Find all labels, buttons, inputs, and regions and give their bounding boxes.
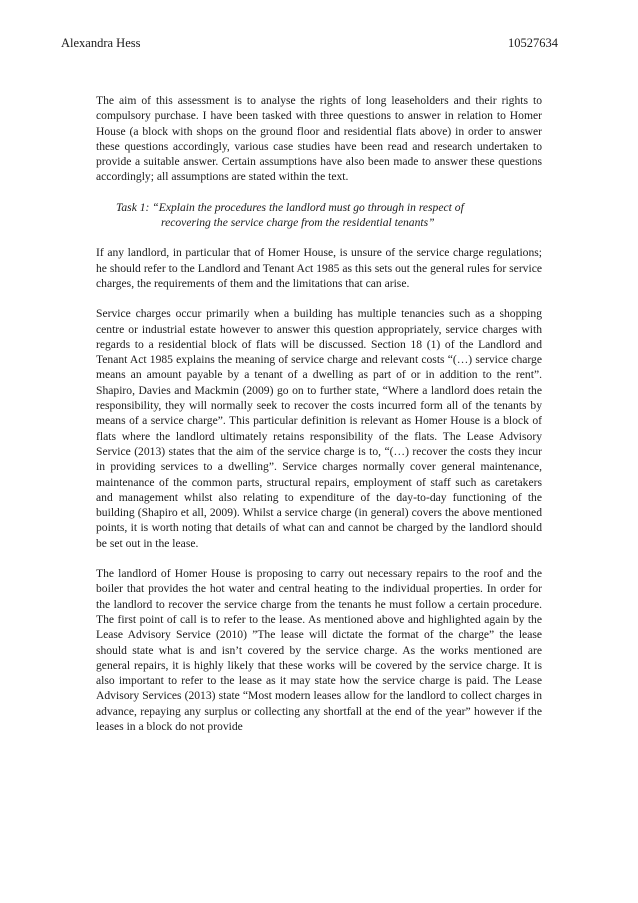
task-heading-line2: recovering the service charge from the residential tenants” <box>161 216 435 230</box>
task-heading-line1: Task 1: “Explain the procedures the landlord must go through in respect of <box>116 200 464 214</box>
student-id: 10527634 <box>508 36 558 50</box>
body-paragraph: If any landlord, in particular that of Homer House, is unsure of the service charge regulations; he should refer to the Landlord and Tenant Act 1985 as this sets out the general rules for service charges, the requirements of them and the limitations that can arise. <box>96 246 542 290</box>
document-body <box>96 93 542 749</box>
author-name: Alexandra Hess <box>61 36 141 50</box>
intro-paragraph: The aim of this assessment is to analyse the rights of long leaseholders and their rights to compulsory purchase. I have been tasked with three questions to answer in relation to Homer House (a block with shops on the ground floor and residential flats above) in order to answer these questions accordingly, various case studies have been read and research undertaken to provide a suitable answer. Certain assumptions have also been made to answer these questions accordingly; all assumptions are stated within the text. <box>96 94 542 184</box>
task-heading <box>96 200 542 231</box>
page-header <box>61 36 558 51</box>
body-paragraph: The landlord of Homer House is proposing to carry out necessary repairs to the roof and the boiler that provides the hot water and central heating to the individual properties. In order for the landlord to recover the service charge from the tenants he must follow a certain procedure. The first point of call is to refer to the lease. As mentioned above and highlighted again by the Lease Advisory Service (2010) ”The lease will dictate the format of the charge” the lease should state what is and isn’t covered by the service charge. As the works mentioned are general repairs, it is highly likely that these works will be covered by the service charge. It is also important to refer to the lease as it may state how the service charge is paid. The Lease Advisory Services (2013) state “Most modern leases allow for the landlord to collect charges in advance, repaying any surplus or collecting any shortfall at the end of the year” however if the leases in a block do not provide <box>96 567 542 733</box>
body-paragraph: Service charges occur primarily when a building has multiple tenancies such as a shopping centre or industrial estate however to answer this question appropriately, service charges with regards to a residential block of flats will be discussed. Section 18 (1) of the Landlord and Tenant Act 1985 explains the meaning of service charge and relevant costs “(…) service charge means an amount payable by a tenant of a dwelling as part of or in addition to the rent”. Shapiro, Davies and Mackmin (2009) go on to further state, “Where a landlord does retain the responsibility, they will normally seek to recover the costs incurred form all of the tenants by means of a service charge”. This particular definition is relevant as Homer House is a block of flats where the landlord ultimately retains responsibility of the flats. The Lease Advisory Service (2013) states that the aim of the service charge is to, “(…) recover the costs they incur in providing services to a dwelling”. Service charges normally cover general maintenance, maintenance of the common parts, structural repairs, employment of staff such as caretakers and management whilst also relating to expenditure of the day-to-day functioning of the building (Shapiro et all, 2009). Whilst a service charge (in general) covers the above mentioned points, it is worth noting that details of what can and cannot be charged by the landlord should be set out in the lease. <box>96 307 542 550</box>
